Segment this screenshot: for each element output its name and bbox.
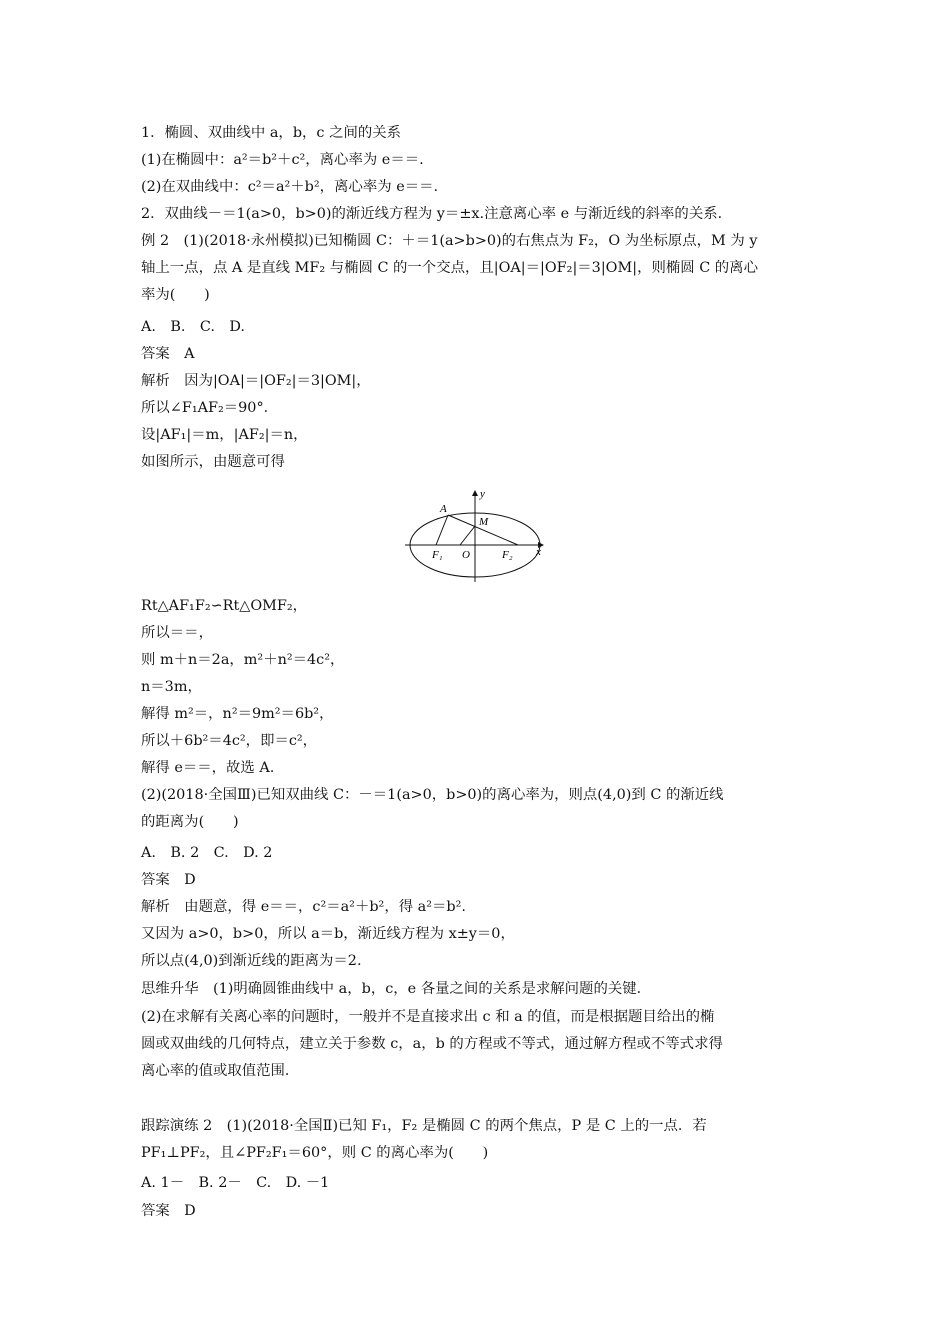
- ellipse-figure: [400, 482, 550, 582]
- text-line: (1)在椭圆中：a²＝b²＋c²，离心率为 e＝＝.: [141, 152, 424, 168]
- label-F1: F₁: [432, 549, 443, 561]
- text-line: n＝3m，: [141, 679, 202, 695]
- text-line: 轴上一点，点 A 是直线 MF₂ 与椭圆 C 的一个交点，且|OA|＝|OF₂|＝3|OM|，则椭圆 C 的离心: [141, 260, 758, 276]
- text-line: 答案 D: [141, 1203, 196, 1219]
- text-line: 所以＋6b²＝4c²，即＝c²，: [141, 733, 318, 749]
- label-A: A: [440, 503, 447, 515]
- text-line: 所以点(4,0)到渐近线的距离为＝2.: [141, 953, 362, 969]
- text-line: Rt△AF₁F₂∽Rt△OMF₂，: [141, 598, 308, 614]
- text-line: A. B. 2 C. D. 2: [141, 845, 273, 861]
- text-line: PF₁⊥PF₂，且∠PF₂F₁＝60°，则 C 的离心率为( ): [141, 1145, 489, 1161]
- text-line: 1．椭圆、双曲线中 a，b，c 之间的关系: [141, 125, 402, 141]
- text-line: 设|AF₁|＝m，|AF₂|＝n，: [141, 427, 308, 443]
- text-line: 如图所示，由题意可得: [141, 454, 285, 470]
- text-line: 又因为 a>0，b>0，所以 a＝b，渐近线方程为 x±y＝0，: [141, 926, 515, 942]
- text-line: 离心率的值或取值范围．: [141, 1063, 300, 1079]
- text-line: 率为( ): [141, 287, 210, 303]
- segment-AF1: [436, 515, 448, 545]
- y-axis-arrow: [472, 490, 478, 496]
- label-F2: F₂: [502, 549, 513, 561]
- text-line: 跟踪演练 2 (1)(2018·全国Ⅱ)已知 F₁，F₂ 是椭圆 C 的两个焦点，P 是 C 上的一点．若: [141, 1118, 707, 1134]
- text-line: (2)在求解有关离心率的问题时，一般并不是直接求出 c 和 a 的值，而是根据题目给出的椭: [141, 1009, 715, 1025]
- label-x: x: [536, 546, 541, 558]
- text-line: 所以＝＝，: [141, 625, 213, 641]
- text-line: 解得 m²＝，n²＝9m²＝6b²，: [141, 706, 334, 722]
- text-line: 解得 e＝＝，故选 A.: [141, 760, 275, 776]
- text-line: 解析 由题意，得 e＝＝，c²＝a²＋b²，得 a²＝b².: [141, 899, 466, 915]
- text-line: 所以∠F₁AF₂＝90°．: [141, 400, 279, 416]
- text-line: 例 2 (1)(2018·永州模拟)已知椭圆 C：＋＝1(a>b>0)的右焦点为 F₂，O 为坐标原点，M 为 y: [141, 233, 758, 249]
- text-line: 圆或双曲线的几何特点，建立关于参数 c，a，b 的方程或不等式，通过解方程或不等式求得: [141, 1036, 723, 1052]
- text-line: (2)在双曲线中：c²＝a²＋b²，离心率为 e＝＝.: [141, 179, 439, 195]
- text-line: A. 1－ B. 2－ C. D. －1: [141, 1175, 330, 1191]
- label-y: y: [480, 488, 485, 500]
- text-line: 答案 D: [141, 872, 196, 888]
- text-line: 2．双曲线－＝1(a>0，b>0)的渐近线方程为 y＝±x.注意离心率 e 与渐近线的斜率的关系．: [141, 206, 732, 222]
- text-line: (2)(2018·全国Ⅲ)已知双曲线 C：－＝1(a>0，b>0)的离心率为，则点(4,0)到 C 的渐近线: [141, 787, 724, 803]
- text-line: A. B. C. D.: [141, 319, 245, 335]
- label-M: M: [479, 516, 489, 528]
- text-line: 则 m＋n＝2a，m²＋n²＝4c²，: [141, 652, 345, 668]
- label-O: O: [462, 549, 470, 561]
- segment-OM: [460, 526, 475, 545]
- text-line: 答案 A: [141, 346, 195, 362]
- text-line: 思维升华 (1)明确圆锥曲线中 a，b，c，e 各量之间的关系是求解问题的关键．: [141, 981, 652, 997]
- text-line: 解析 因为|OA|＝|OF₂|＝3|OM|，: [141, 373, 371, 389]
- text-line: 的距离为( ): [141, 814, 239, 830]
